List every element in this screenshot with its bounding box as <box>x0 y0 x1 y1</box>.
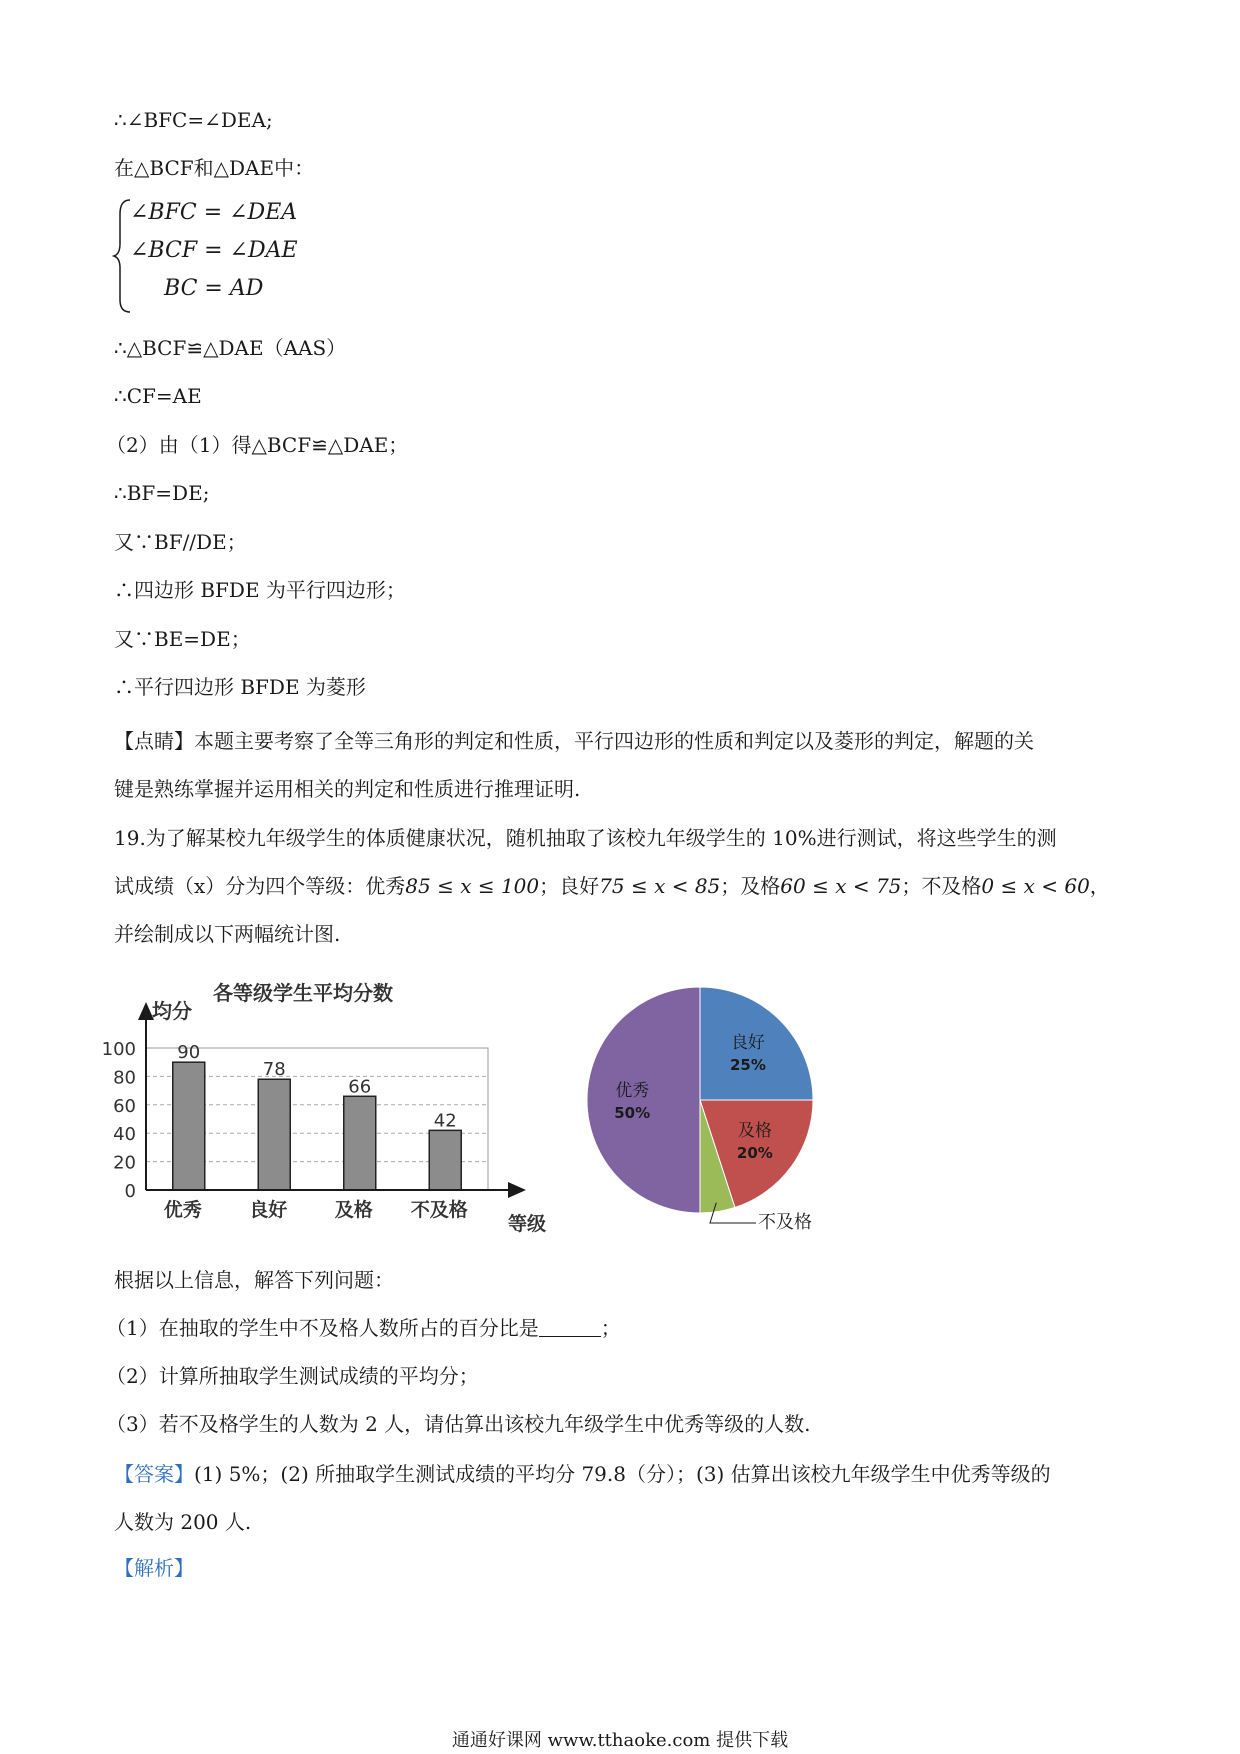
bar-chart-data-labels <box>177 1042 456 1131</box>
equation-row-3: BC = AD <box>164 276 264 301</box>
question-19-line-2 <box>114 862 1134 910</box>
questions-intro: 根据以上信息，解答下列问题： <box>114 1268 394 1292</box>
proof-line-8: 又∵BF//DE； <box>114 530 247 554</box>
analysis-tag: 【解析】 <box>114 1556 194 1580</box>
q19-text-d: ；不及格 <box>901 874 982 898</box>
question-19-line-3: 并绘制成以下两幅统计图. <box>114 922 341 946</box>
equation-system <box>114 196 374 316</box>
y-tick-label: 80 <box>113 1067 136 1089</box>
sub-question-1-end: ； <box>600 1316 621 1340</box>
pie-slice-value: 25% <box>729 1056 766 1075</box>
answer-text-1: (1) 5%；(2) 所抽取学生测试成绩的平均分 79.8（分）；(3) 估算出该校九年级学生中优秀等级的 <box>194 1462 1051 1486</box>
proof-line-5: ∴CF=AE <box>114 384 202 408</box>
bar-value-label: 42 <box>433 1110 457 1132</box>
proof-line-11: ∴平行四边形 BFDE 为菱形 <box>114 675 366 699</box>
q19-range-pass: 60 ≤ x < 75 <box>780 874 902 898</box>
comment-paragraph <box>114 717 1134 813</box>
pie-chart <box>560 960 840 1240</box>
answer-blank <box>539 1316 601 1337</box>
proof-line-9: ∴四边形 BFDE 为平行四边形； <box>114 578 406 602</box>
sub-question-2: （2）计算所抽取学生测试成绩的平均分； <box>106 1364 479 1388</box>
question-19-line-1: 19.为了解某校九年级学生的体质健康状况，随机抽取了该校九年级学生的 10%进行测试，将这些学生的测 <box>114 826 1057 850</box>
proof-line-2: 在△BCF和△DAE中： <box>114 156 315 180</box>
x-tick-label: 优秀 <box>163 1199 202 1221</box>
q19-range-fail: 0 ≤ x < 60 <box>981 874 1090 898</box>
bar-chart-bars <box>173 1062 462 1190</box>
proof-line-6: （2）由（1）得△BCF≌△DAE； <box>106 433 409 457</box>
bar-2 <box>344 1096 376 1190</box>
bar-chart <box>101 968 568 1238</box>
bar-1 <box>258 1079 290 1190</box>
comment-tag: 【点睛】 <box>114 729 194 753</box>
x-tick-label: 不及格 <box>410 1199 468 1221</box>
bar-chart-title: 各等级学生平均分数 <box>213 981 393 1005</box>
comment-text-2: 键是熟练掌握并运用相关的判定和性质进行推理证明. <box>114 777 581 801</box>
y-tick-label: 100 <box>101 1039 136 1060</box>
x-tick-label: 及格 <box>334 1199 373 1221</box>
question-19 <box>114 814 1134 958</box>
sub-question-3: （3）若不及格学生的人数为 2 人，请估算出该校九年级学生中优秀等级的人数. <box>106 1412 811 1436</box>
bar-value-label: 90 <box>177 1042 201 1064</box>
y-tick-label: 0 <box>124 1181 136 1202</box>
pie-slice-label: 优秀 <box>615 1081 650 1101</box>
pie-slice-label: 不及格 <box>758 1212 812 1233</box>
bar-value-label: 78 <box>262 1059 286 1081</box>
page-footer: 通通好课网 www.tthaoke.com 提供下载 <box>451 1730 789 1751</box>
bar-chart-y-ticks <box>102 1039 136 1202</box>
pie-slice-label: 及格 <box>737 1120 772 1141</box>
y-tick-label: 60 <box>113 1095 136 1117</box>
q19-range-good: 75 ≤ x < 85 <box>599 874 721 898</box>
q19-range-excellent: 85 ≤ x ≤ 100 <box>405 874 540 898</box>
questions-block <box>106 1256 1134 1448</box>
pie-slice-value: 20% <box>736 1143 773 1162</box>
sub-question-1 <box>106 1304 1134 1352</box>
x-tick-label: 良好 <box>249 1199 288 1221</box>
sub-question-1-text: （1）在抽取的学生中不及格人数所占的百分比是 <box>106 1316 539 1340</box>
bar-chart-x-ticks <box>164 1198 468 1221</box>
y-tick-label: 40 <box>113 1124 136 1146</box>
bar-chart-ylabel: 均分 <box>152 999 192 1023</box>
comment-text-1: 本题主要考察了全等三角形的判定和性质，平行四边形的性质和判定以及菱形的判定，解题的关 <box>194 729 1034 753</box>
bar-3 <box>429 1130 461 1190</box>
equation-row-1: ∠BFC = ∠DEA <box>130 200 298 225</box>
q19-text-b: ；良好 <box>539 874 600 898</box>
proof-line-1: ∴∠BFC=∠DEA; <box>114 108 273 132</box>
answer-tag: 【答案】 <box>114 1462 194 1486</box>
bar-0 <box>173 1062 205 1190</box>
q19-text-a: 试成绩（x）分为四个等级：优秀 <box>114 874 406 898</box>
answer-text-2: 人数为 200 人. <box>114 1510 252 1534</box>
bar-chart-xlabel: 等级 <box>508 1213 547 1235</box>
y-tick-label: 20 <box>113 1152 136 1174</box>
bar-value-label: 66 <box>348 1076 372 1098</box>
pie-slice-label: 良好 <box>730 1033 765 1054</box>
q19-text-e: ， <box>1089 874 1110 898</box>
proof-line-10: 又∵BE=DE； <box>114 627 251 651</box>
pie-slice-value: 50% <box>614 1104 651 1122</box>
proof-line-4: ∴△BCF≌△DAE（AAS） <box>114 336 347 360</box>
equation-row-2: ∠BCF = ∠DAE <box>130 238 298 263</box>
proof-line-7: ∴BF=DE; <box>114 481 210 505</box>
q19-text-c: ；及格 <box>720 874 781 898</box>
answer-block <box>114 1450 1134 1546</box>
